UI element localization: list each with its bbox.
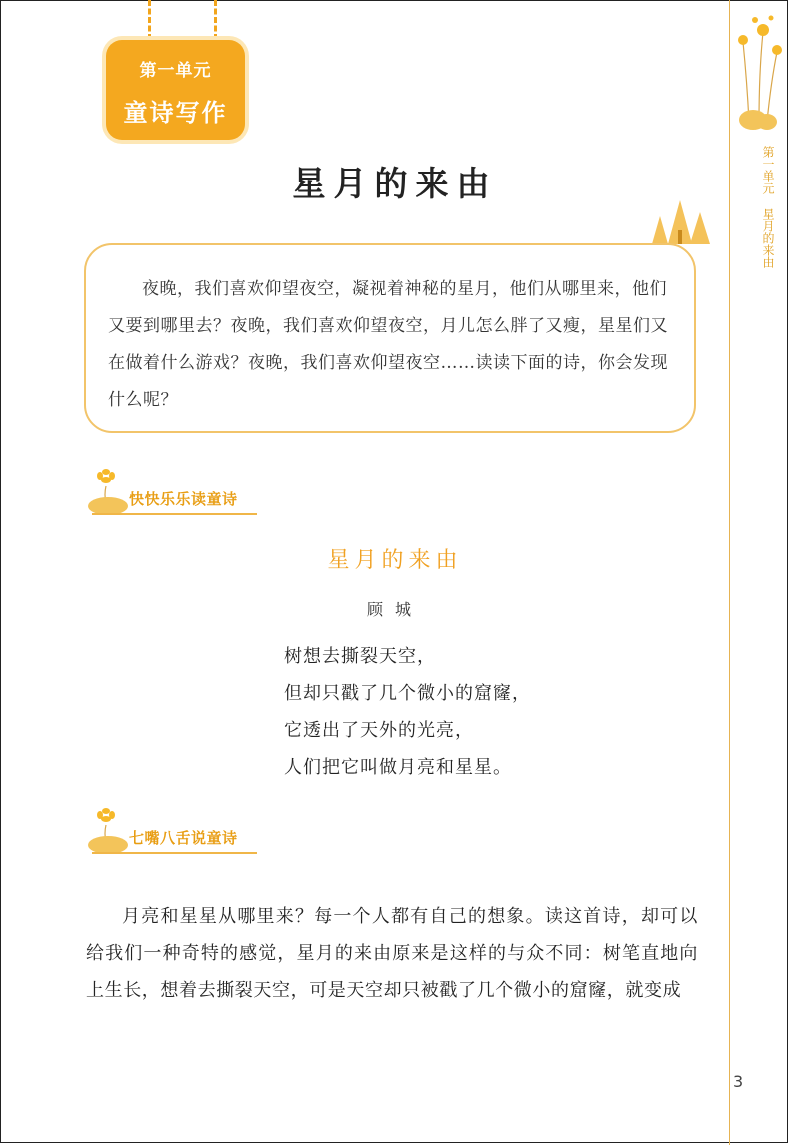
section-underline bbox=[92, 852, 257, 854]
poem-line: 但却只戳了几个微小的窟窿， bbox=[284, 683, 531, 704]
body-paragraph: 月亮和星星从哪里来？每一个人都有自己的想象。读这首诗，却可以给我们一种奇特的感觉，星月的来由原来是这样的与众不同：树笔直地向上生长，想着去撕裂天空，可是天空却只被戳了几个微小的窟窿，就变成 bbox=[86, 906, 698, 1001]
page-number: 3 bbox=[733, 1072, 744, 1091]
poem-lines bbox=[284, 638, 604, 786]
unit-badge bbox=[106, 40, 245, 140]
lotus-icon bbox=[84, 464, 130, 516]
trees-icon bbox=[650, 196, 710, 244]
poem-author: 顾城 bbox=[366, 600, 423, 619]
badge-hanger-left bbox=[148, 0, 151, 40]
section-heading-discuss bbox=[84, 803, 256, 855]
lotus-icon bbox=[84, 803, 130, 855]
poem-line: 它透出了天外的光亮， bbox=[284, 720, 474, 741]
section-label-discuss: 七嘴八舌说童诗 bbox=[129, 829, 238, 847]
intro-box: 夜晚，我们喜欢仰望夜空，凝视着神秘的星月，他们从哪里来，他们又要到哪里去？夜晚，我们喜欢仰望夜空，月儿怎么胖了又瘦，星星们又在做着什么游戏？夜晚，我们喜欢仰望夜空……读读下面的诗，你会发现什么呢？ bbox=[84, 243, 696, 433]
section-heading-read bbox=[84, 464, 256, 516]
side-unit: 第一单元 bbox=[761, 146, 775, 194]
section-label-read: 快快乐乐读童诗 bbox=[129, 490, 238, 508]
badge-hanger-right bbox=[214, 0, 217, 40]
side-lesson: 星月的来由 bbox=[761, 208, 775, 268]
unit-topic: 童诗写作 bbox=[123, 99, 228, 127]
poem-line: 人们把它叫做月亮和星星。 bbox=[284, 757, 512, 778]
unit-label: 第一单元 bbox=[139, 61, 212, 81]
section-underline bbox=[92, 513, 257, 515]
poem-line: 树想去撕裂天空， bbox=[284, 646, 436, 667]
flower-decoration-icon bbox=[733, 12, 789, 134]
page-title: 星月的来由 bbox=[292, 164, 498, 203]
poem-title: 星月的来由 bbox=[327, 548, 463, 573]
